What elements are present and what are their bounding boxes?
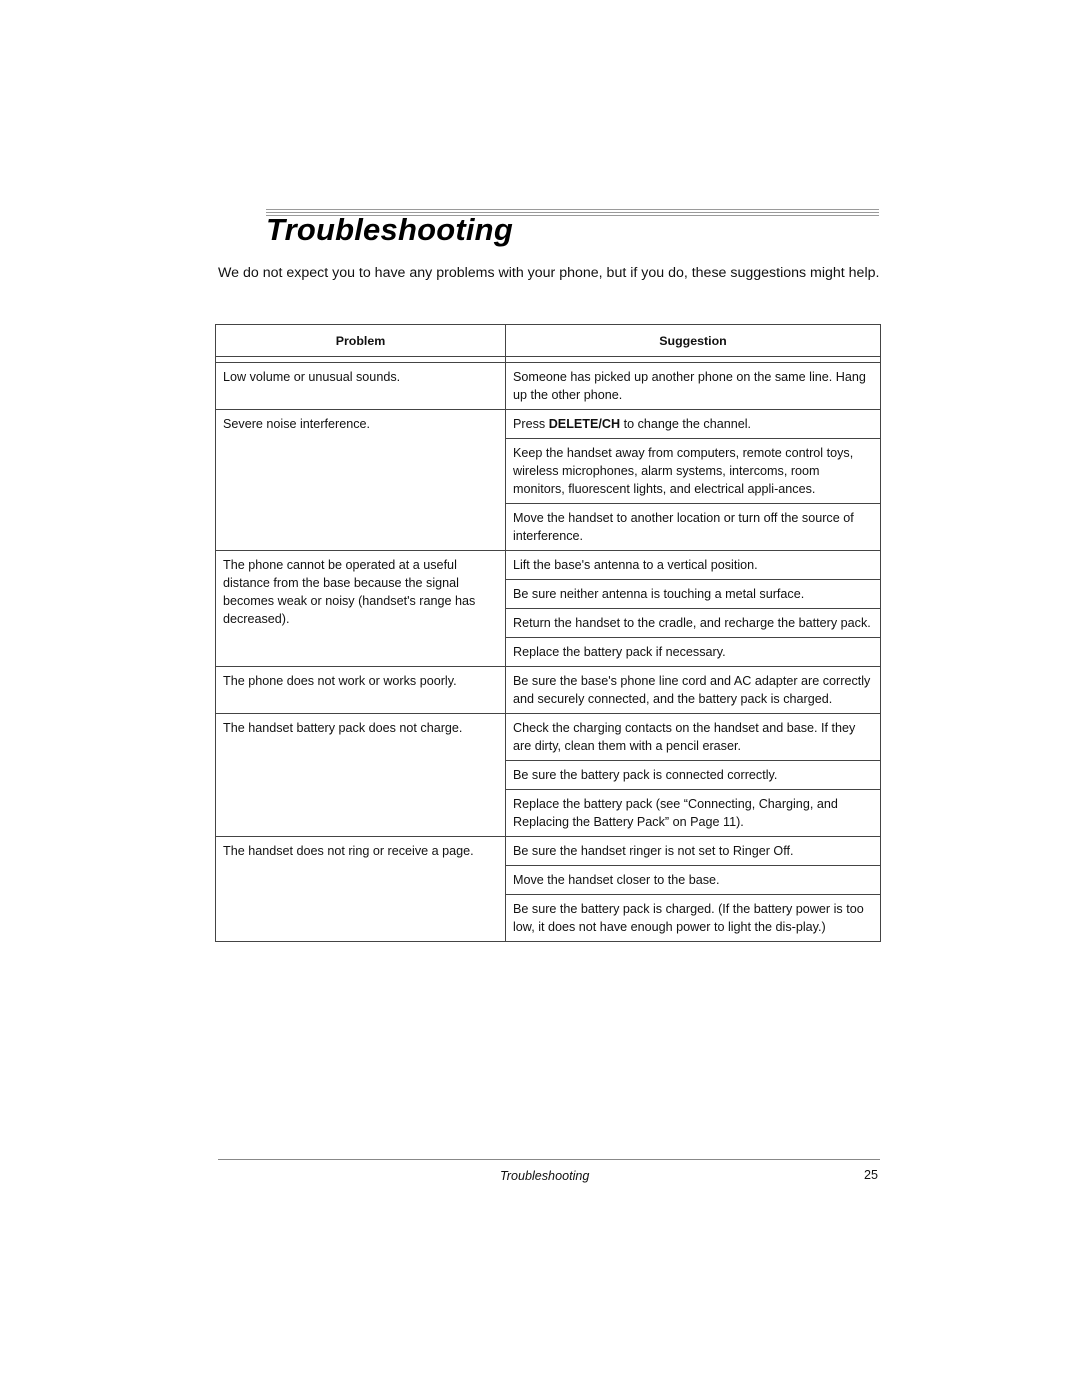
suggestion-cell: Check the charging contacts on the handset and base. If they are dirty, clean them with a pencil eraser. — [506, 714, 881, 761]
suggestion-cell: Be sure neither antenna is touching a metal surface. — [506, 580, 881, 609]
suggestion-cell: Someone has picked up another phone on the same line. Hang up the other phone. — [506, 363, 881, 410]
suggestion-cell: Move the handset to another location or turn off the source of interference. — [506, 504, 881, 551]
problem-cell: The handset does not ring or receive a page. — [216, 837, 506, 942]
suggestion-header: Suggestion — [506, 325, 881, 357]
page-title: Troubleshooting — [266, 212, 513, 247]
header-rule — [266, 209, 879, 210]
table-body — [216, 357, 881, 942]
page-number: 25 — [864, 1168, 879, 1182]
suggestion-cell: Be sure the battery pack is charged. (If the battery power is too low, it does not have enough power to light the dis-play.) — [506, 895, 881, 942]
footer-section-title: Troubleshooting — [500, 1169, 590, 1183]
suggestion-cell: Be sure the base's phone line cord and AC adapter are correctly and securely connected, and the battery pack is charged. — [506, 667, 881, 714]
problem-cell: The handset battery pack does not charge. — [216, 714, 506, 837]
suggestion-cell: Replace the battery pack if necessary. — [506, 638, 881, 667]
suggestion-cell — [506, 410, 881, 439]
suggestion-cell: Move the handset closer to the base. — [506, 866, 881, 895]
problem-cell: Low volume or unusual sounds. — [216, 363, 506, 410]
suggestion-cell: Replace the battery pack (see “Connecting, Charging, and Replacing the Battery Pack” on Page 11). — [506, 790, 881, 837]
problem-cell: The phone cannot be operated at a useful distance from the base because the signal becomes weak or noisy (handset's range has decreased). — [216, 551, 506, 667]
problem-cell: The phone does not work or works poorly. — [216, 667, 506, 714]
suggestion-cell: Return the handset to the cradle, and recharge the battery pack. — [506, 609, 881, 638]
problem-cell: Severe noise interference. — [216, 410, 506, 551]
suggestion-cell: Be sure the handset ringer is not set to Ringer Off. — [506, 837, 881, 866]
key-label: DELETE/CH — [548, 417, 621, 431]
intro-paragraph: We do not expect you to have any problems with your phone, but if you do, these suggestions might help. — [218, 265, 880, 281]
table-header-row — [216, 325, 881, 357]
table-row — [216, 837, 881, 866]
table-row — [216, 363, 881, 410]
problem-header: Problem — [216, 325, 506, 357]
suggestion-text: Press — [513, 417, 549, 431]
table-row — [216, 410, 881, 439]
troubleshooting-table — [215, 324, 881, 942]
table-row — [216, 714, 881, 761]
suggestion-cell: Be sure the battery pack is connected correctly. — [506, 761, 881, 790]
suggestion-cell: Keep the handset away from computers, remote control toys, wireless microphones, alarm systems, intercoms, room monitors, fluorescent lights, and electrical appli-ances. — [506, 439, 881, 504]
footer-rule — [218, 1159, 880, 1160]
table-row — [216, 667, 881, 714]
table-row — [216, 551, 881, 580]
suggestion-text: to change the channel. — [620, 417, 752, 431]
suggestion-cell: Lift the base's antenna to a vertical position. — [506, 551, 881, 580]
